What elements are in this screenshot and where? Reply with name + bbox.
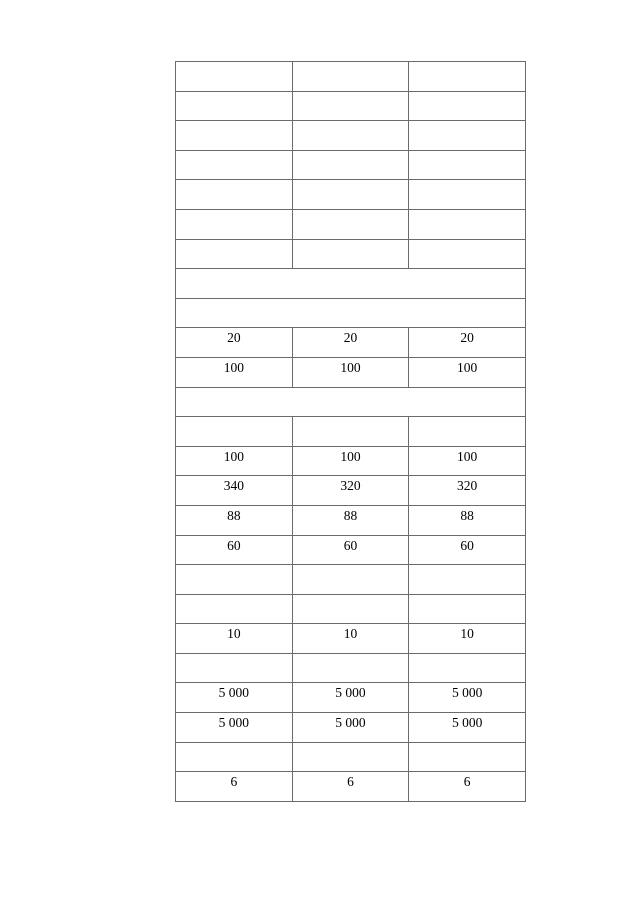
cell-text: 5 000 [218, 685, 250, 701]
cell-text [176, 180, 292, 182]
table-cell [176, 535, 293, 565]
cell-text [409, 417, 525, 419]
table-cell [176, 357, 293, 387]
cell-text [409, 62, 525, 64]
table-cell [409, 713, 526, 743]
cell-text: 100 [223, 359, 244, 375]
table-cell [176, 446, 293, 476]
cell-text [176, 595, 292, 597]
cell-text [293, 417, 409, 419]
cell-text [293, 654, 409, 656]
table-row [176, 772, 526, 802]
table-cell [292, 328, 409, 358]
table-cell [176, 565, 293, 595]
table-cell [292, 446, 409, 476]
cell-text: 60 [460, 537, 474, 553]
table-cell [176, 683, 293, 713]
cell-text: 100 [340, 359, 361, 375]
cell-text [176, 240, 292, 242]
table-row [176, 713, 526, 743]
cell-text [293, 210, 409, 212]
table-row [176, 505, 526, 535]
table-cell [292, 209, 409, 239]
cell-text [293, 180, 409, 182]
cell-text [176, 121, 292, 123]
cell-text: 60 [343, 537, 358, 553]
cell-text: 100 [223, 448, 244, 464]
table-row [176, 239, 526, 269]
cell-text: 320 [340, 478, 361, 494]
cell-text [176, 565, 292, 567]
table-row [176, 565, 526, 595]
merged-cell [176, 387, 526, 417]
cell-text: 10 [227, 626, 241, 642]
cell-text [176, 210, 292, 212]
table-row [176, 298, 526, 328]
table-cell [176, 713, 293, 743]
table-cell [409, 594, 526, 624]
table-row [176, 62, 526, 92]
cell-text: 5 000 [451, 715, 483, 731]
table-cell [176, 594, 293, 624]
cell-text [293, 121, 409, 123]
cell-text: 6 [347, 774, 354, 790]
table-cell [292, 594, 409, 624]
cell-text [176, 299, 525, 301]
table-row [176, 742, 526, 772]
table-row [176, 209, 526, 239]
cell-text [293, 565, 409, 567]
cell-text [176, 92, 292, 94]
cell-text [409, 121, 525, 123]
table-cell [292, 535, 409, 565]
table-cell [409, 446, 526, 476]
table-cell [409, 535, 526, 565]
table-cell [409, 476, 526, 506]
table-row [176, 180, 526, 210]
cell-text: 100 [457, 448, 478, 464]
cell-text [293, 92, 409, 94]
table-cell [292, 357, 409, 387]
table-cell [409, 150, 526, 180]
table-cell [409, 417, 526, 447]
cell-text [176, 654, 292, 656]
table-row [176, 357, 526, 387]
table-row [176, 387, 526, 417]
table-row [176, 328, 526, 358]
table-row [176, 683, 526, 713]
cell-text [293, 595, 409, 597]
table-cell [409, 91, 526, 121]
cell-text [176, 62, 292, 64]
cell-text: 320 [457, 478, 478, 494]
cell-text [176, 743, 292, 745]
cell-text: 20 [227, 330, 241, 346]
table-cell [292, 713, 409, 743]
cell-text: 340 [223, 478, 244, 494]
cell-text [409, 180, 525, 182]
cell-text [293, 240, 409, 242]
table-row [176, 535, 526, 565]
cell-text: 10 [343, 626, 358, 642]
cell-text [409, 240, 525, 242]
table-row [176, 91, 526, 121]
table-cell [292, 565, 409, 595]
table-cell [409, 239, 526, 269]
table-cell [176, 91, 293, 121]
cell-text: 88 [460, 507, 474, 523]
cell-text: 60 [227, 537, 241, 553]
cell-text: 100 [340, 448, 361, 464]
table-cell [292, 742, 409, 772]
table-cell [409, 328, 526, 358]
table-cell [176, 505, 293, 535]
cell-text: 88 [343, 507, 358, 523]
cell-text [176, 151, 292, 153]
table-cell [292, 505, 409, 535]
cell-text: 20 [460, 330, 474, 346]
table-cell [292, 150, 409, 180]
table-cell [292, 239, 409, 269]
table-row [176, 269, 526, 299]
cell-text: 20 [343, 330, 358, 346]
table-cell [176, 62, 293, 92]
cell-text: 88 [227, 507, 241, 523]
cell-text [176, 417, 292, 419]
cell-text [409, 210, 525, 212]
table-cell [176, 476, 293, 506]
cell-text: 6 [463, 774, 471, 790]
table-cell [176, 653, 293, 683]
cell-text [176, 269, 525, 271]
table-row [176, 476, 526, 506]
table-row [176, 417, 526, 447]
cell-text: 5 000 [335, 685, 366, 701]
table-cell [292, 180, 409, 210]
table-cell [292, 121, 409, 151]
table-cell [409, 624, 526, 654]
table-cell [292, 417, 409, 447]
cell-text [409, 151, 525, 153]
table-cell [292, 91, 409, 121]
table-cell [409, 180, 526, 210]
table-cell [409, 772, 526, 802]
table-cell [176, 417, 293, 447]
table-row [176, 150, 526, 180]
table-cell [176, 209, 293, 239]
cell-text: 6 [230, 774, 238, 790]
table-cell [292, 772, 409, 802]
table-cell [409, 357, 526, 387]
table-cell [409, 653, 526, 683]
cell-text: 5 000 [451, 685, 483, 701]
table-row [176, 121, 526, 151]
table-cell [292, 683, 409, 713]
table-cell [409, 565, 526, 595]
table-cell [409, 742, 526, 772]
table-cell [409, 505, 526, 535]
cell-text [293, 151, 409, 153]
table-row [176, 653, 526, 683]
table-cell [292, 624, 409, 654]
cell-text: 5 000 [335, 715, 366, 731]
table-cell [176, 121, 293, 151]
table-cell [176, 150, 293, 180]
cell-text [409, 92, 525, 94]
table-cell [176, 772, 293, 802]
cell-text: 100 [457, 359, 478, 375]
table-body [176, 62, 526, 802]
cell-text: 5 000 [218, 715, 250, 731]
cell-text [409, 743, 525, 745]
table-cell [409, 683, 526, 713]
table-cell [176, 239, 293, 269]
cell-text [409, 654, 525, 656]
table-cell [176, 624, 293, 654]
table-cell [292, 653, 409, 683]
table-cell [176, 328, 293, 358]
table-cell [292, 476, 409, 506]
table-row [176, 446, 526, 476]
cell-text: 10 [460, 626, 474, 642]
cell-text [293, 62, 409, 64]
table-row [176, 624, 526, 654]
table-cell [292, 62, 409, 92]
cell-text [293, 743, 409, 745]
table-cell [409, 121, 526, 151]
table-cell [409, 62, 526, 92]
cell-text [409, 565, 525, 567]
merged-cell [176, 269, 526, 299]
merged-cell [176, 298, 526, 328]
table-cell [176, 180, 293, 210]
data-table [175, 61, 526, 802]
table-cell [409, 209, 526, 239]
cell-text [409, 595, 525, 597]
table-cell [176, 742, 293, 772]
table-row [176, 594, 526, 624]
cell-text [176, 388, 525, 390]
